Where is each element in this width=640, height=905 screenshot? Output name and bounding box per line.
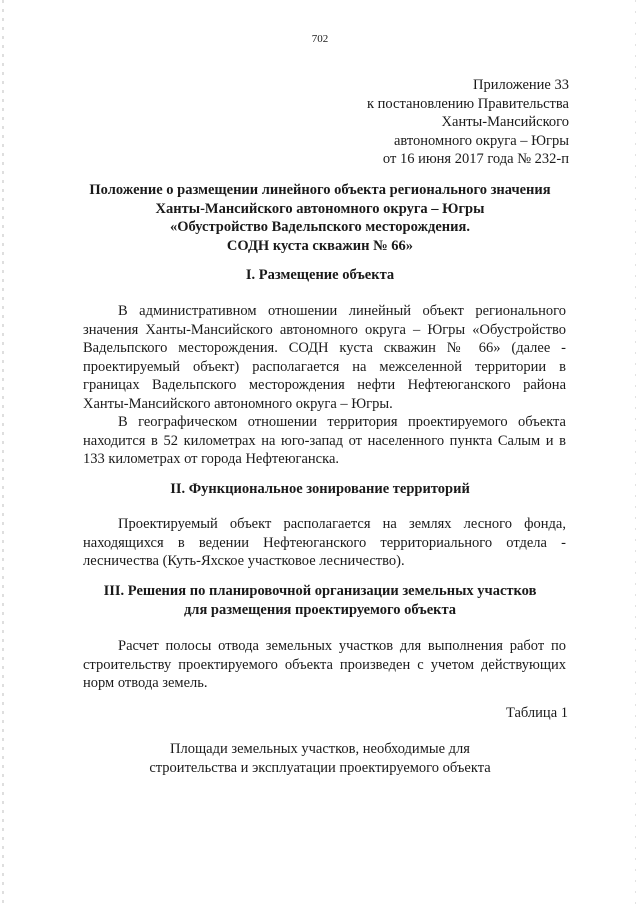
page-number: 702: [311, 33, 329, 45]
paragraph-zoning: Проектируемый объект располагается на землях лесного фонда, находящихся в ведении Нефтеюганского территориального отдела - лесничества (Куть-Яхское участковое лесничество).: [83, 516, 566, 569]
table-title-line: Площади земельных участков, необходимые для: [170, 741, 470, 757]
paragraph-geo-location: В географическом отношении территория проектируемого объекта находится в 52 километрах на юго-запад от населенного пункта Салым и в 133 километрах от города Нефтеюганска.: [83, 414, 566, 467]
table-title: [60, 740, 580, 777]
section-heading-planning: [60, 582, 580, 619]
document-title: [60, 181, 580, 255]
appendix-line: Приложение 33: [473, 77, 569, 93]
appendix-line: Ханты-Мансийского: [441, 114, 569, 130]
appendix-line: к постановлению Правительства: [367, 95, 569, 112]
scan-edge-right: [635, 0, 636, 905]
section-heading-placement: I. Размещение объекта: [245, 267, 395, 283]
appendix-line: автономного округа – Югры: [393, 132, 569, 149]
section-heading-zoning: II. Функциональное зонирование территорий: [170, 481, 470, 497]
appendix-line: от 16 июня 2017 года № 232-п: [382, 151, 569, 167]
table-label: Таблица 1: [505, 705, 568, 721]
heading-line: для размещения проектируемого объекта: [183, 601, 457, 618]
heading-line: III. Решения по планировочной организации земельных участков: [103, 583, 537, 599]
title-line: СОДН куста скважин № 66»: [226, 237, 414, 254]
paragraph-admin-location: В административном отношении линейный объект регионального значения Ханты-Мансийского автономного округа – Югры «Обустройство Вадельпского месторождения. СОДН куста скважин № 66» (далее - проектируемый объект) располагается на межселенной территории в границах Вадельпского месторождения нефти Нефтеюганского района Ханты-Мансийского автономного округа – Югры.: [83, 303, 566, 412]
title-line: Ханты-Мансийского автономного округа – Югры: [155, 200, 485, 217]
title-line: «Обустройство Вадельпского месторождения.: [170, 219, 470, 235]
appendix-block: [367, 76, 569, 169]
scan-edge-left: [2, 0, 4, 905]
title-line: Положение о размещении линейного объекта регионального значения: [89, 182, 551, 198]
paragraph-planning: Расчет полосы отвода земельных участков для выполнения работ по строительству проектируемого объекта произведен с учетом действующих норм отвода земель.: [83, 638, 566, 691]
table-title-line: строительства и эксплуатации проектируемого объекта: [149, 759, 491, 776]
